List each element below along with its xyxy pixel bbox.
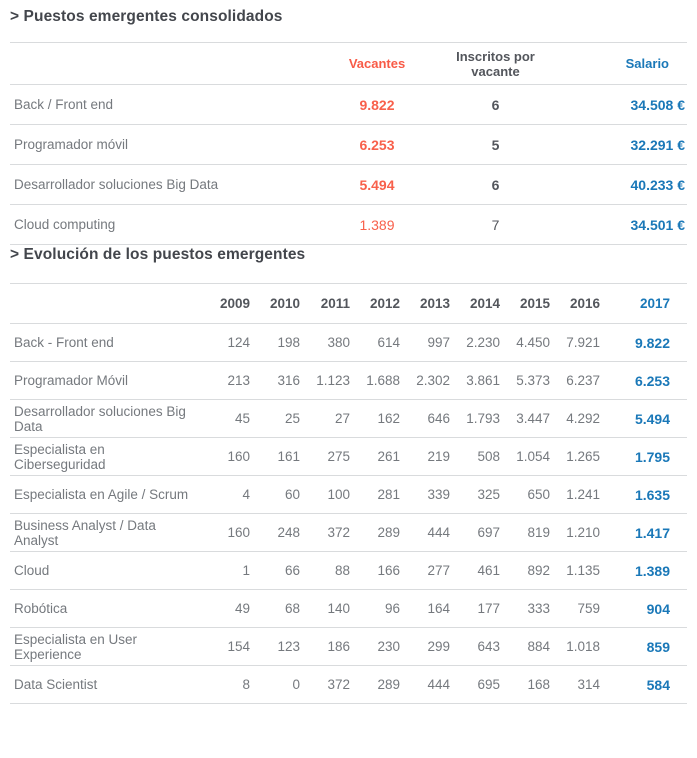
year-value: 68 <box>284 601 300 616</box>
evolution-header-row <box>10 284 687 324</box>
row-label: Robótica <box>14 601 68 616</box>
year-value: 1.793 <box>466 411 500 426</box>
year-value: 1.018 <box>566 639 600 654</box>
year-value: 1.123 <box>316 373 350 388</box>
year-value: 325 <box>477 487 500 502</box>
year-value: 444 <box>427 677 450 692</box>
year-value: 161 <box>277 449 300 464</box>
year-value: 96 <box>384 601 400 616</box>
year-value: 261 <box>377 449 400 464</box>
table-row <box>10 362 687 400</box>
year-header-2013: 2013 <box>419 296 450 311</box>
year-value: 2.302 <box>416 373 450 388</box>
row-label: Business Analyst / Data Analyst <box>14 517 156 548</box>
salario-value: 34.501 € <box>630 216 685 233</box>
year-value: 25 <box>284 411 300 426</box>
table-row <box>10 400 687 438</box>
table-row <box>10 552 687 590</box>
evolution-section-title: > Evolución de los puestos emergentes <box>10 246 306 263</box>
evolution-table-body <box>10 324 687 704</box>
year-value: 154 <box>227 639 250 654</box>
year-value: 140 <box>327 601 350 616</box>
year-value: 168 <box>527 677 550 692</box>
row-label: Programador móvil <box>14 137 129 152</box>
year-value: 186 <box>327 639 350 654</box>
row-label: Programador Móvil <box>14 373 129 388</box>
year-value: 884 <box>527 639 550 654</box>
consolidated-section-title: > Puestos emergentes consolidados <box>10 8 283 25</box>
year-value: 123 <box>277 639 300 654</box>
empty-header-cell <box>10 43 322 85</box>
year-value: 7.921 <box>566 335 600 350</box>
total-2017-value: 5.494 <box>634 410 670 427</box>
inscritos-value: 5 <box>491 136 500 153</box>
row-label: Cloud <box>14 563 50 578</box>
year-value: 2.230 <box>466 335 500 350</box>
year-value: 650 <box>527 487 550 502</box>
column-header-inscritos: Inscritos por vacante <box>456 48 535 79</box>
vacantes-value: 5.494 <box>359 176 395 193</box>
total-2017-value: 1.795 <box>634 448 670 465</box>
year-header-2012: 2012 <box>369 296 400 311</box>
year-header-2017: 2017 <box>639 296 670 311</box>
salario-value: 40.233 € <box>630 176 685 193</box>
year-value: 380 <box>327 335 350 350</box>
year-value: 6.237 <box>566 373 600 388</box>
year-value: 124 <box>227 335 250 350</box>
year-value: 643 <box>477 639 500 654</box>
year-value: 3.861 <box>466 373 500 388</box>
year-header-2014: 2014 <box>469 296 500 311</box>
row-label: Especialista en Ciberseguridad <box>14 441 106 472</box>
table-row <box>10 438 687 476</box>
year-value: 1.135 <box>566 563 600 578</box>
row-label: Back / Front end <box>14 97 114 112</box>
table-row <box>10 514 687 552</box>
year-value: 695 <box>477 677 500 692</box>
year-value: 60 <box>284 487 300 502</box>
year-value: 4 <box>242 487 250 502</box>
total-2017-value: 1.417 <box>634 524 670 541</box>
total-2017-value: 6.253 <box>634 372 670 389</box>
table-row <box>10 85 687 125</box>
table-row <box>10 666 687 704</box>
row-label: Data Scientist <box>14 677 98 692</box>
table-row <box>10 125 687 165</box>
table-row <box>10 628 687 666</box>
year-value: 892 <box>527 563 550 578</box>
year-value: 219 <box>427 449 450 464</box>
year-value: 339 <box>427 487 450 502</box>
vacantes-value: 1.389 <box>359 216 395 233</box>
year-value: 160 <box>227 449 250 464</box>
empty-header-cell <box>10 284 200 324</box>
year-value: 27 <box>334 411 350 426</box>
year-value: 1.054 <box>516 449 550 464</box>
total-2017-value: 584 <box>646 676 670 693</box>
year-header-2015: 2015 <box>519 296 550 311</box>
table-row <box>10 476 687 514</box>
inscritos-value: 6 <box>491 176 500 193</box>
year-value: 0 <box>292 677 300 692</box>
year-value: 162 <box>377 411 400 426</box>
year-value: 4.450 <box>516 335 550 350</box>
year-value: 1.265 <box>566 449 600 464</box>
year-value: 1 <box>242 563 250 578</box>
year-header-2016: 2016 <box>569 296 600 311</box>
year-value: 314 <box>577 677 600 692</box>
row-label: Desarrollador soluciones Big Data <box>14 403 186 434</box>
row-label: Especialista en Agile / Scrum <box>14 487 189 502</box>
year-value: 198 <box>277 335 300 350</box>
year-value: 88 <box>334 563 350 578</box>
inscritos-value: 6 <box>491 96 500 113</box>
salario-value: 32.291 € <box>630 136 685 153</box>
year-value: 4.292 <box>566 411 600 426</box>
row-label: Especialista en User Experience <box>14 631 138 662</box>
year-value: 646 <box>427 411 450 426</box>
year-value: 166 <box>377 563 400 578</box>
year-value: 66 <box>284 563 300 578</box>
year-value: 997 <box>427 335 450 350</box>
consolidated-table <box>10 42 687 245</box>
year-value: 160 <box>227 525 250 540</box>
section-consolidated <box>10 0 687 245</box>
year-value: 697 <box>477 525 500 540</box>
year-header-2009: 2009 <box>219 296 250 311</box>
year-value: 177 <box>477 601 500 616</box>
total-2017-value: 904 <box>646 600 670 617</box>
year-value: 45 <box>234 411 250 426</box>
year-value: 759 <box>577 601 600 616</box>
table-row <box>10 324 687 362</box>
section-evolution <box>10 245 687 704</box>
year-value: 8 <box>242 677 250 692</box>
year-value: 316 <box>277 373 300 388</box>
total-2017-value: 9.822 <box>634 334 670 351</box>
year-value: 289 <box>377 525 400 540</box>
year-value: 3.447 <box>516 411 550 426</box>
year-value: 1.688 <box>366 373 400 388</box>
year-value: 819 <box>527 525 550 540</box>
total-2017-value: 1.389 <box>634 562 670 579</box>
table-row <box>10 590 687 628</box>
total-2017-value: 859 <box>646 638 670 655</box>
row-label: Cloud computing <box>14 217 116 232</box>
year-value: 1.210 <box>566 525 600 540</box>
year-value: 281 <box>377 487 400 502</box>
year-value: 230 <box>377 639 400 654</box>
year-header-2010: 2010 <box>269 296 300 311</box>
year-value: 372 <box>327 525 350 540</box>
year-value: 461 <box>477 563 500 578</box>
year-value: 614 <box>377 335 400 350</box>
table-row <box>10 165 687 205</box>
year-value: 49 <box>234 601 250 616</box>
year-value: 164 <box>427 601 450 616</box>
year-value: 248 <box>277 525 300 540</box>
column-header-salario: Salario <box>625 56 669 71</box>
row-label: Back - Front end <box>14 335 114 350</box>
year-value: 213 <box>227 373 250 388</box>
consolidated-header-row <box>10 43 687 85</box>
year-value: 100 <box>327 487 350 502</box>
year-value: 1.241 <box>566 487 600 502</box>
table-row <box>10 205 687 245</box>
year-header-2011: 2011 <box>320 296 350 311</box>
year-value: 275 <box>327 449 350 464</box>
year-value: 508 <box>477 449 500 464</box>
year-value: 5.373 <box>516 373 550 388</box>
evolution-table <box>10 283 687 704</box>
year-value: 333 <box>527 601 550 616</box>
year-value: 444 <box>427 525 450 540</box>
total-2017-value: 1.635 <box>634 486 670 503</box>
year-value: 289 <box>377 677 400 692</box>
row-label: Desarrollador soluciones Big Data <box>14 177 219 192</box>
vacantes-value: 9.822 <box>359 96 395 113</box>
year-value: 277 <box>427 563 450 578</box>
year-value: 299 <box>427 639 450 654</box>
column-header-vacantes: Vacantes <box>348 56 406 71</box>
consolidated-table-body <box>10 85 687 245</box>
salario-value: 34.508 € <box>630 96 685 113</box>
inscritos-value: 7 <box>491 216 500 233</box>
year-value: 372 <box>327 677 350 692</box>
vacantes-value: 6.253 <box>359 136 395 153</box>
